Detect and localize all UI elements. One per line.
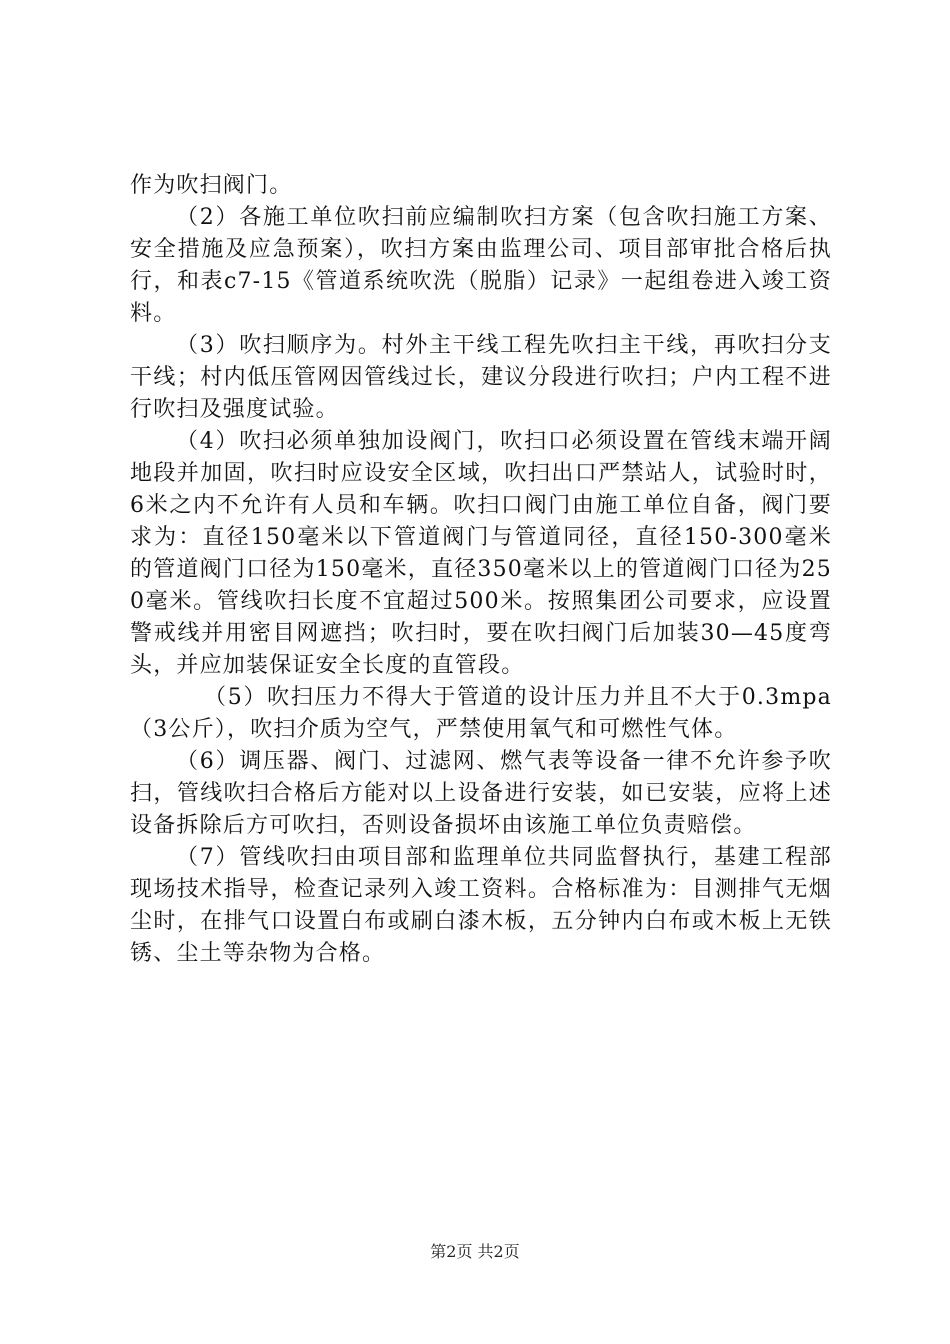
paragraph-item-3: （3）吹扫顺序为。村外主干线工程先吹扫主干线，再吹扫分支干线；村内低压管网因管线过长，建议分段进行吹扫；户内工程不进行吹扫及强度试验。 (130, 333, 832, 422)
page-number-label: 第2页 共2页 (430, 1242, 520, 1261)
paragraph-continuation: 作为吹扫阀门。 (130, 173, 293, 198)
document-body (130, 170, 832, 970)
paragraph-item-2: （2）各施工单位吹扫前应编制吹扫方案（包含吹扫施工方案、安全措施及应急预案），吹扫方案由监理公司、项目部审批合格后执行，和表c7-15《管道系统吹洗（脱脂）记录》一起组卷进入竣工资料。 (130, 205, 832, 326)
paragraph-item-7: （7）管线吹扫由项目部和监理单位共同监督执行，基建工程部现场技术指导，检查记录列入竣工资料。合格标准为：目测排气无烟尘时，在排气口设置白布或刷白漆木板，五分钟内白布或木板上无铁锈、尘土等杂物为合格。 (130, 845, 832, 966)
page-footer (0, 1242, 950, 1262)
paragraph-item-4: （4）吹扫必须单独加设阀门，吹扫口必须设置在管线末端开阔地段并加固，吹扫时应设安全区域，吹扫出口严禁站人，试验时时，6米之内不允许有人员和车辆。吹扫口阀门由施工单位自备，阀门要求为：直径150毫米以下管道阀门与管道同径，直径150-300毫米的管道阀门口径为150毫米，直径350毫米以上的管道阀门口径为250毫米。管线吹扫长度不宜超过500米。按照集团公司要求，应设置警戒线并用密目网遮挡；吹扫时，要在吹扫阀门后加装30—45度弯头，并应加装保证安全长度的直管段。 (130, 429, 832, 678)
paragraph-item-6: （6）调压器、阀门、过滤网、燃气表等设备一律不允许参予吹扫，管线吹扫合格后方能对以上设备进行安装，如已安装，应将上述设备拆除后方可吹扫，否则设备损坏由该施工单位负责赔偿。 (130, 749, 832, 838)
paragraph-item-5: （5）吹扫压力不得大于管道的设计压力并且不大于0.3mpa（3公斤），吹扫介质为空气，严禁使用氧气和可燃性气体。 (130, 685, 832, 742)
